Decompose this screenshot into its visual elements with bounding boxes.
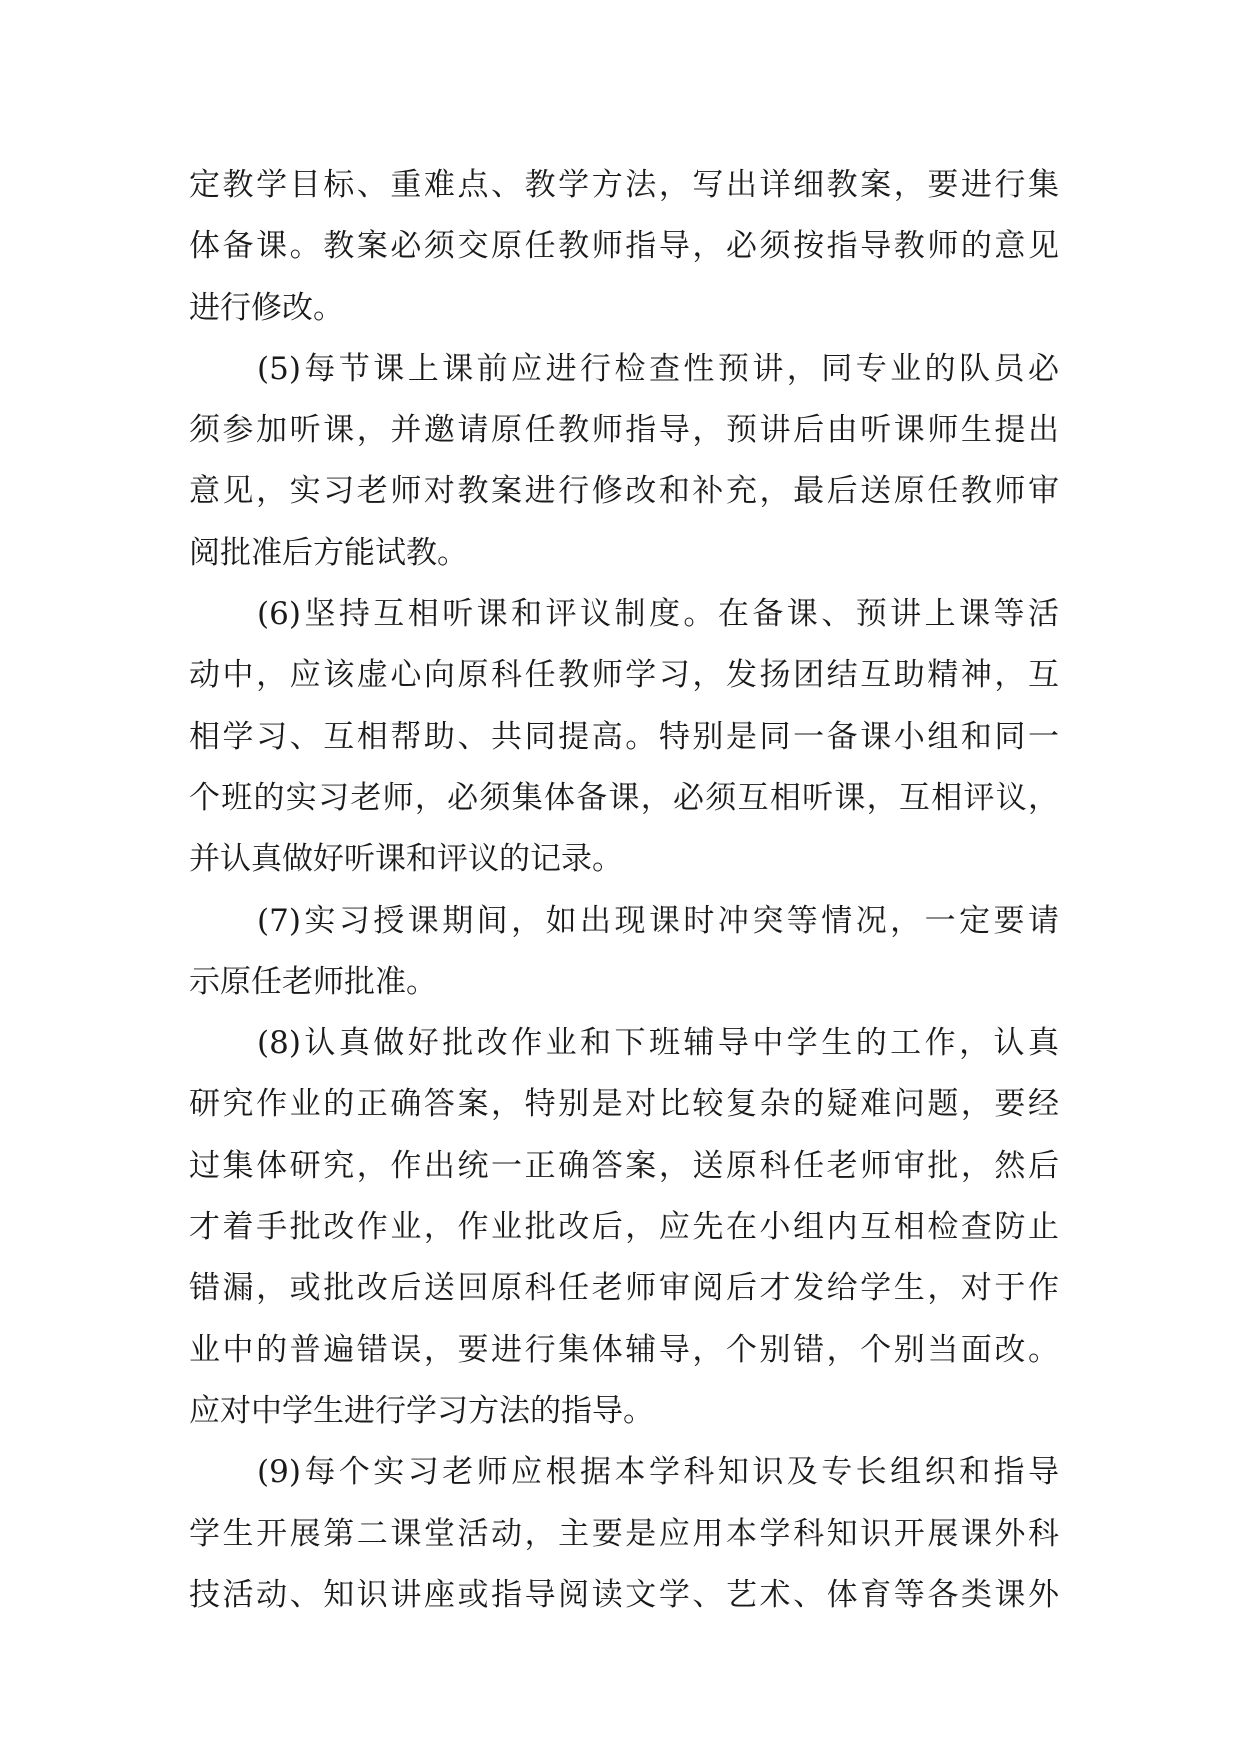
text-line: 阅批准后方能试教。 <box>189 534 468 571</box>
text-line: 研究作业的正确答案，特别是对比较复杂的疑难问题，要经 <box>189 1086 1059 1123</box>
text-line: 须参加听课，并邀请原任教师指导，预讲后由听课师生提出 <box>189 412 1059 449</box>
text-line: 意见，实习老师对教案进行修改和补充，最后送原任教师审 <box>189 473 1059 510</box>
text-line: (5)每节课上课前应进行检查性预讲，同专业的队员必 <box>257 350 1059 387</box>
text-line: 示原任老师批准。 <box>189 963 437 1000</box>
text-line: 学生开展第二课堂活动，主要是应用本学科知识开展课外科 <box>189 1515 1059 1552</box>
text-line: 技活动、知识讲座或指导阅读文学、艺术、体育等各类课外 <box>189 1576 1059 1613</box>
text-line: 过集体研究，作出统一正确答案，送原科任老师审批，然后 <box>189 1147 1059 1184</box>
text-line: 动中，应该虚心向原科任教师学习，发扬团结互助精神，互 <box>189 657 1059 694</box>
text-line: 定教学目标、重难点、教学方法，写出详细教案，要进行集 <box>189 167 1059 203</box>
text-line: 并认真做好听课和评议的记录。 <box>189 841 623 878</box>
text-line: 进行修改。 <box>189 289 344 326</box>
text-line: 个班的实习老师，必须集体备课，必须互相听课，互相评议， <box>189 779 1059 816</box>
document-body <box>189 155 1059 1626</box>
text-line: 错漏，或批改后送回原科任老师审阅后才发给学生，对于作 <box>189 1270 1059 1307</box>
text-line: (6)坚持互相听课和评议制度。在备课、预讲上课等活 <box>257 596 1059 633</box>
text-line: 相学习、互相帮助、共同提高。特别是同一备课小组和同一 <box>189 718 1059 755</box>
text-line: (9)每个实习老师应根据本学科知识及专长组织和指导 <box>257 1454 1059 1491</box>
text-line: (8)认真做好批改作业和下班辅导中学生的工作，认真 <box>257 1025 1059 1062</box>
text-line: 才着手批改作业，作业批改后，应先在小组内互相检查防止 <box>189 1209 1059 1246</box>
text-line: 应对中学生进行学习方法的指导。 <box>189 1392 654 1429</box>
text-line: (7)实习授课期间，如出现课时冲突等情况，一定要请 <box>257 902 1059 939</box>
text-line: 业中的普遍错误，要进行集体辅导，个别错，个别当面改。 <box>189 1331 1059 1368</box>
text-line: 体备课。教案必须交原任教师指导，必须按指导教师的意见 <box>189 228 1059 265</box>
